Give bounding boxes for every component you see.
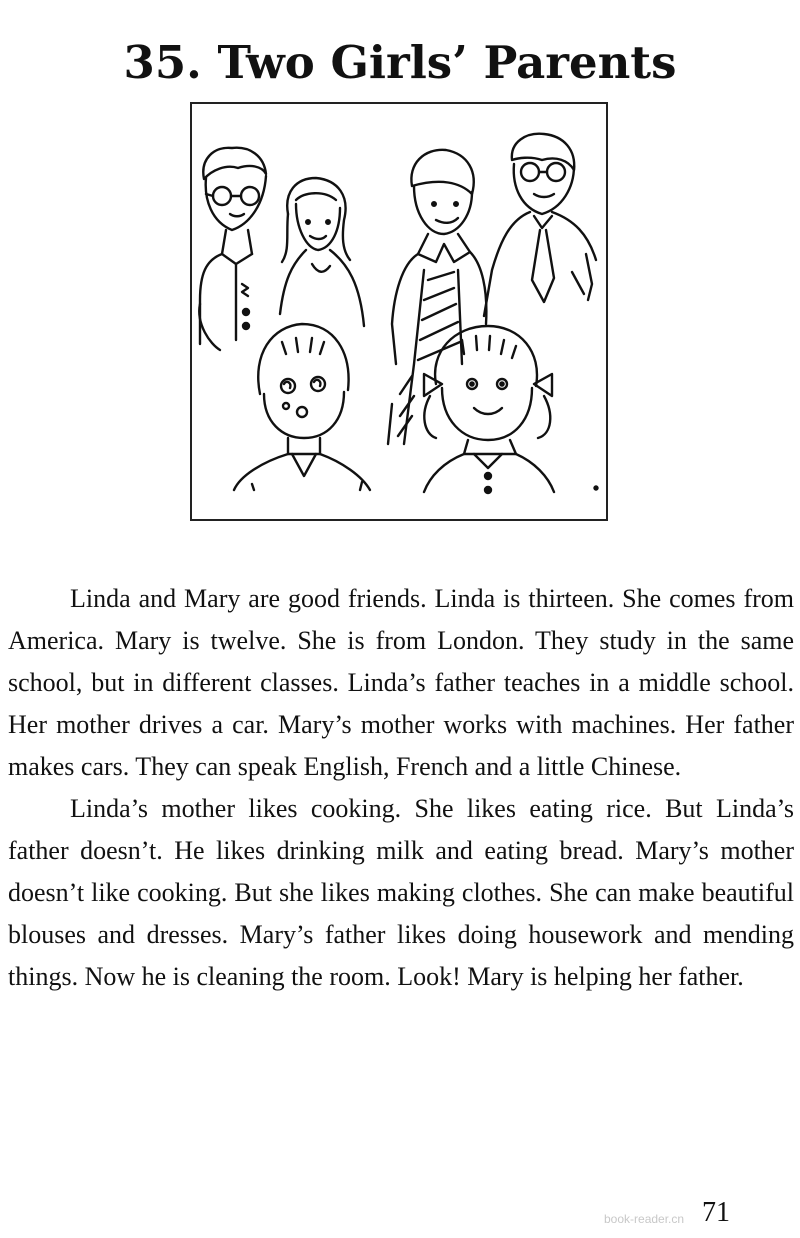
story-text [8,578,794,998]
story-paragraph-1: Linda and Mary are good friends. Linda is thirteen. She comes from America. Mary is twelve. She is from London. They study in the same school, but in different classes. Linda’s father teaches in a middle school. Her mother drives a car. Mary’s mother works with machines. Her father makes cars. They can speak English, French and a little Chinese. [8,584,794,781]
father-left-figure [199,148,266,350]
girl-left-figure [234,324,370,490]
page-number: 71 [702,1197,730,1228]
story-paragraph-2: Linda’s mother likes cooking. She likes eating rice. But Linda’s father doesn’t. He likes drinking milk and eating bread. Mary’s mother doesn’t like cooking. But she likes making clothes. She can make beautiful blouses and dresses. Mary’s father likes doing housework and mending things. Now he is cleaning the room. Look! Mary is helping her father. [8,794,794,991]
girl-right-figure [424,326,554,493]
illustration-frame [190,102,608,521]
mother-left-figure [280,178,364,326]
father-right-figure [484,134,596,316]
watermark: book-reader.cn [604,1212,685,1226]
mother-right-figure [388,150,486,444]
page-title: 35. Two Girls’ Parents [123,36,677,90]
family-line-drawing-icon [192,104,606,519]
